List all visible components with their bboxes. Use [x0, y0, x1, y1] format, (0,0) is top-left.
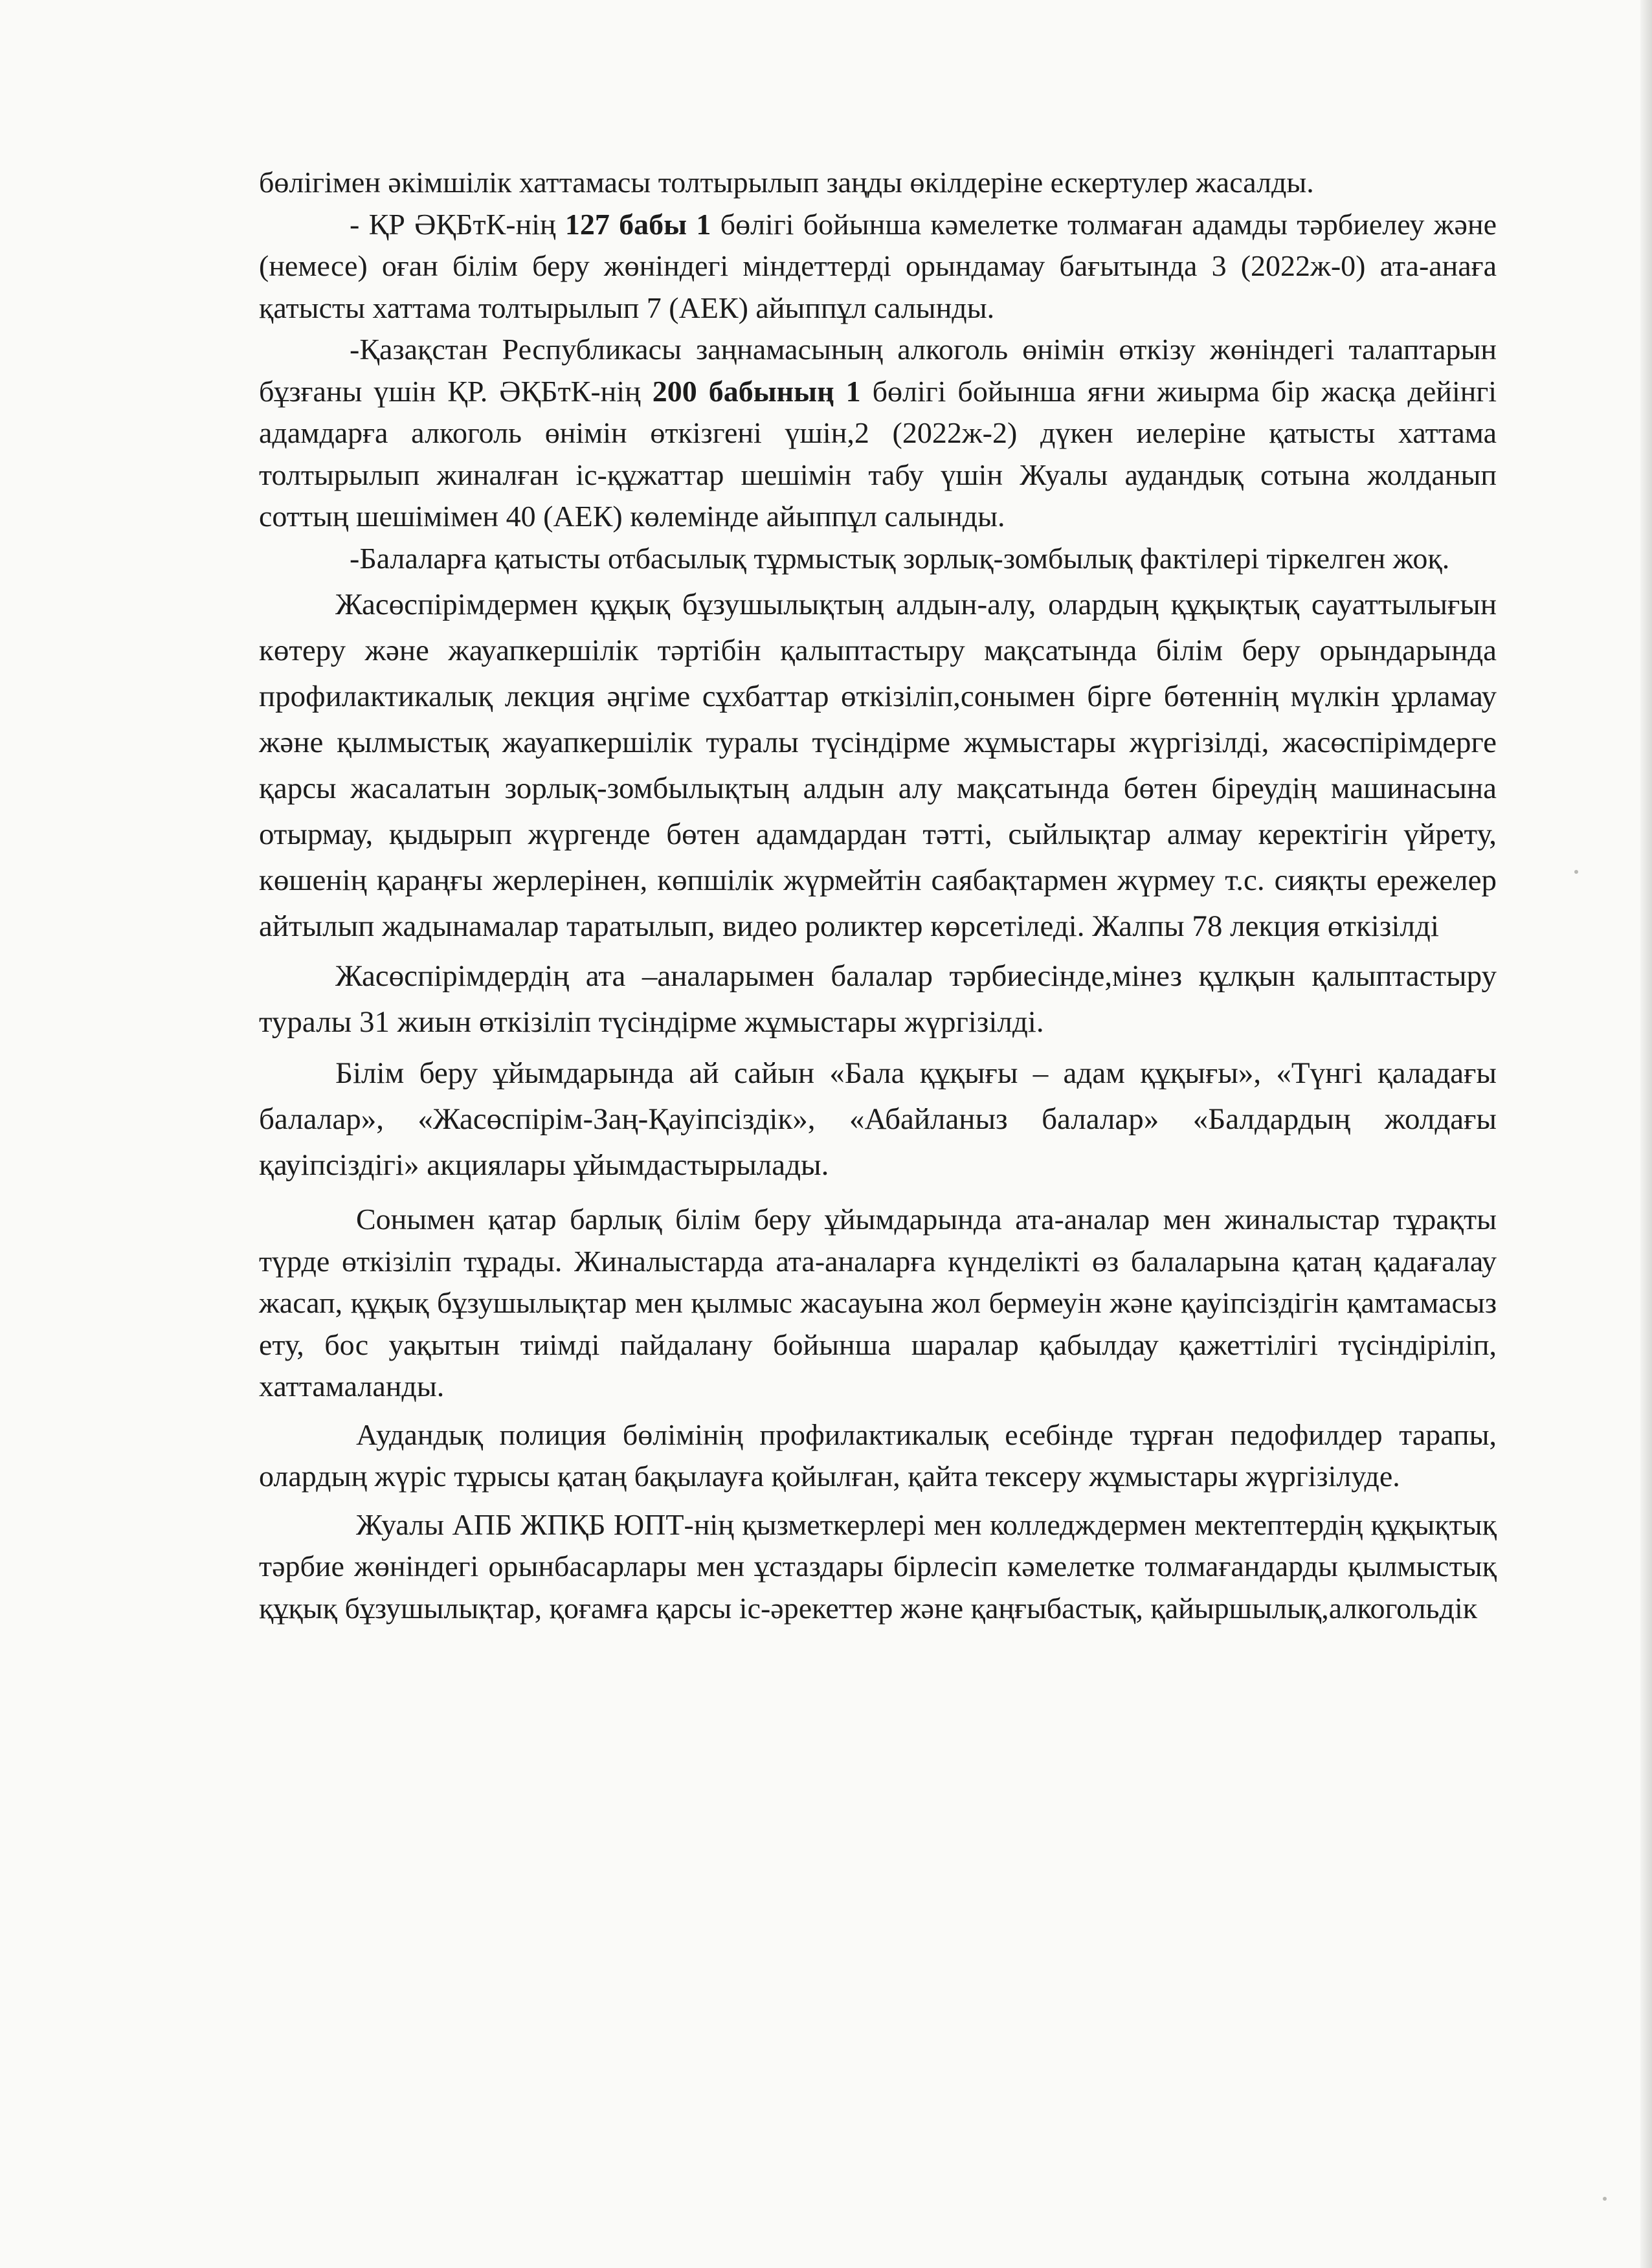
- paragraph-8: Сонымен қатар барлық білім беру ұйымдарында ата-аналар мен жиналыстар тұрақты түрде өткізіліп тұрады. Жиналыстарда ата-аналарға күнделікті өз балаларына қатаң қадағалау жасап, құқық бұзушылықтар мен қылмыс жасауына жол бермеуін және қауіпсіздігін қамтамасыз ету, бос уақытын тиімді пайдалану бойынша шаралар қабылдау қажеттілігі түсіндіріліп, хаттамаланды.: [259, 1203, 1497, 1403]
- scan-speck: [1603, 2197, 1607, 2201]
- paragraph-4: -Балаларға қатысты отбасылық тұрмыстық зорлық-зомбылық фактілері тіркелген жоқ.: [350, 541, 1450, 575]
- article-200-reference: 200 бабының 1: [652, 374, 861, 408]
- paragraph-10: Жуалы АПБ ЖПҚБ ЮПТ-нің қызметкерлері мен колледждермен мектептердің құқықтық тәрбие жөніндегі орынбасарлары мен ұстаздары бірлесіп кәмелетке толмағандарды қылмыстық құқық бұзушылықтар, қоғамға қарсы іс-әрекеттер және қаңғыбастық, қайыршылық,алкогольдік: [259, 1507, 1497, 1625]
- paragraph-3-text-c: бөлігі бойынша яғни жиырма бір жасқа дейінгі адамдарға алкоголь өнімін өткізгені үшін,2 (2022ж-2) дүкен иелеріне қатысты хаттама толтырылып жиналған іс-құжаттар шешімін табу үшін Жуалы аудандық сотына жолданып соттың шешімімен 40 (АЕК) көлемінде айыппұл салынды.: [259, 374, 1497, 533]
- scan-speck: [1574, 870, 1578, 874]
- paragraph-3-text-a: -Қазақстан Республикасы заңнамасының алкоголь өнімін өткізу жөніндегі талаптарын бұзғаны үшін ҚР. ӘҚБтК-нің: [259, 333, 1497, 408]
- paragraph-3: [259, 329, 1497, 538]
- document-body: [259, 162, 1497, 1629]
- scan-edge: [1640, 0, 1652, 2268]
- paragraph-9: Аудандық полиция бөлімінің профилактикалық есебінде тұрған педофилдер тарапы, олардың жүріс тұрысы қатаң бақылауға қойылған, қайта тексеру жұмыстары жүргізілуде.: [259, 1418, 1497, 1493]
- paragraph-2: [259, 204, 1497, 329]
- paragraph-2-text-a: - ҚР ӘҚБтК-нің: [350, 207, 565, 241]
- paragraph-6: Жасөспірімдердің ата –аналарымен балалар тәрбиесінде,мінез құлқын қалыптастыру туралы 31 жиын өткізіліп түсіндірме жұмыстары жүргізілді.: [259, 959, 1497, 1039]
- paragraph-2-text-c: бөлігі бойынша кәмелетке толмаған адамды тәрбиелеу және (немесе) оған білім беру жөніндегі міндеттерді орындамау бағытында 3 (2022ж-0) ата-анаға қатысты хаттама толтырылып 7 (АЕК) айыппұл салынды.: [259, 207, 1497, 324]
- paragraph-1: бөлігімен әкімшілік хаттамасы толтырылып заңды өкілдеріне ескертулер жасалды.: [259, 166, 1314, 199]
- article-127-reference: 127 бабы 1: [564, 207, 711, 241]
- paragraph-5: Жасөспірімдермен құқық бұзушылықтың алдын-алу, олардың құқықтық сауаттылығын көтеру және жауапкершілік тәртібін қалыптастыру мақсатында білім беру орындарында профилактикалық лекция әңгіме сұхбаттар өткізіліп,сонымен бірге бөтеннің мүлкін ұрламау және қылмыстық жауапкершілік туралы түсіндірме жұмыстары жүргізілді, жасөспірімдерге қарсы жасалатын зорлық-зомбылықтың алдын алу мақсатында бөтен біреудің машинасына отырмау, қыдырып жүргенде бөтен адамдардан тәтті, сыйлықтар алмау керектігін үйрету, көшенің қараңғы жерлерінен, көпшілік жүрмейтін саябақтармен жүрмеу т.с. сияқты ережелер айтылып жадынамалар таратылып, видео роликтер көрсетіледі. Жалпы 78 лекция өткізілді: [259, 588, 1497, 943]
- paragraph-7: Білім беру ұйымдарында ай сайын «Бала құқығы – адам құқығы», «Түнгі қаладағы балалар», «Жасөспірім-Заң-Қауіпсіздік», «Абайланыз балалар» «Балдардың жолдағы қауіпсіздігі» акциялары ұйымдастырылады.: [259, 1056, 1497, 1182]
